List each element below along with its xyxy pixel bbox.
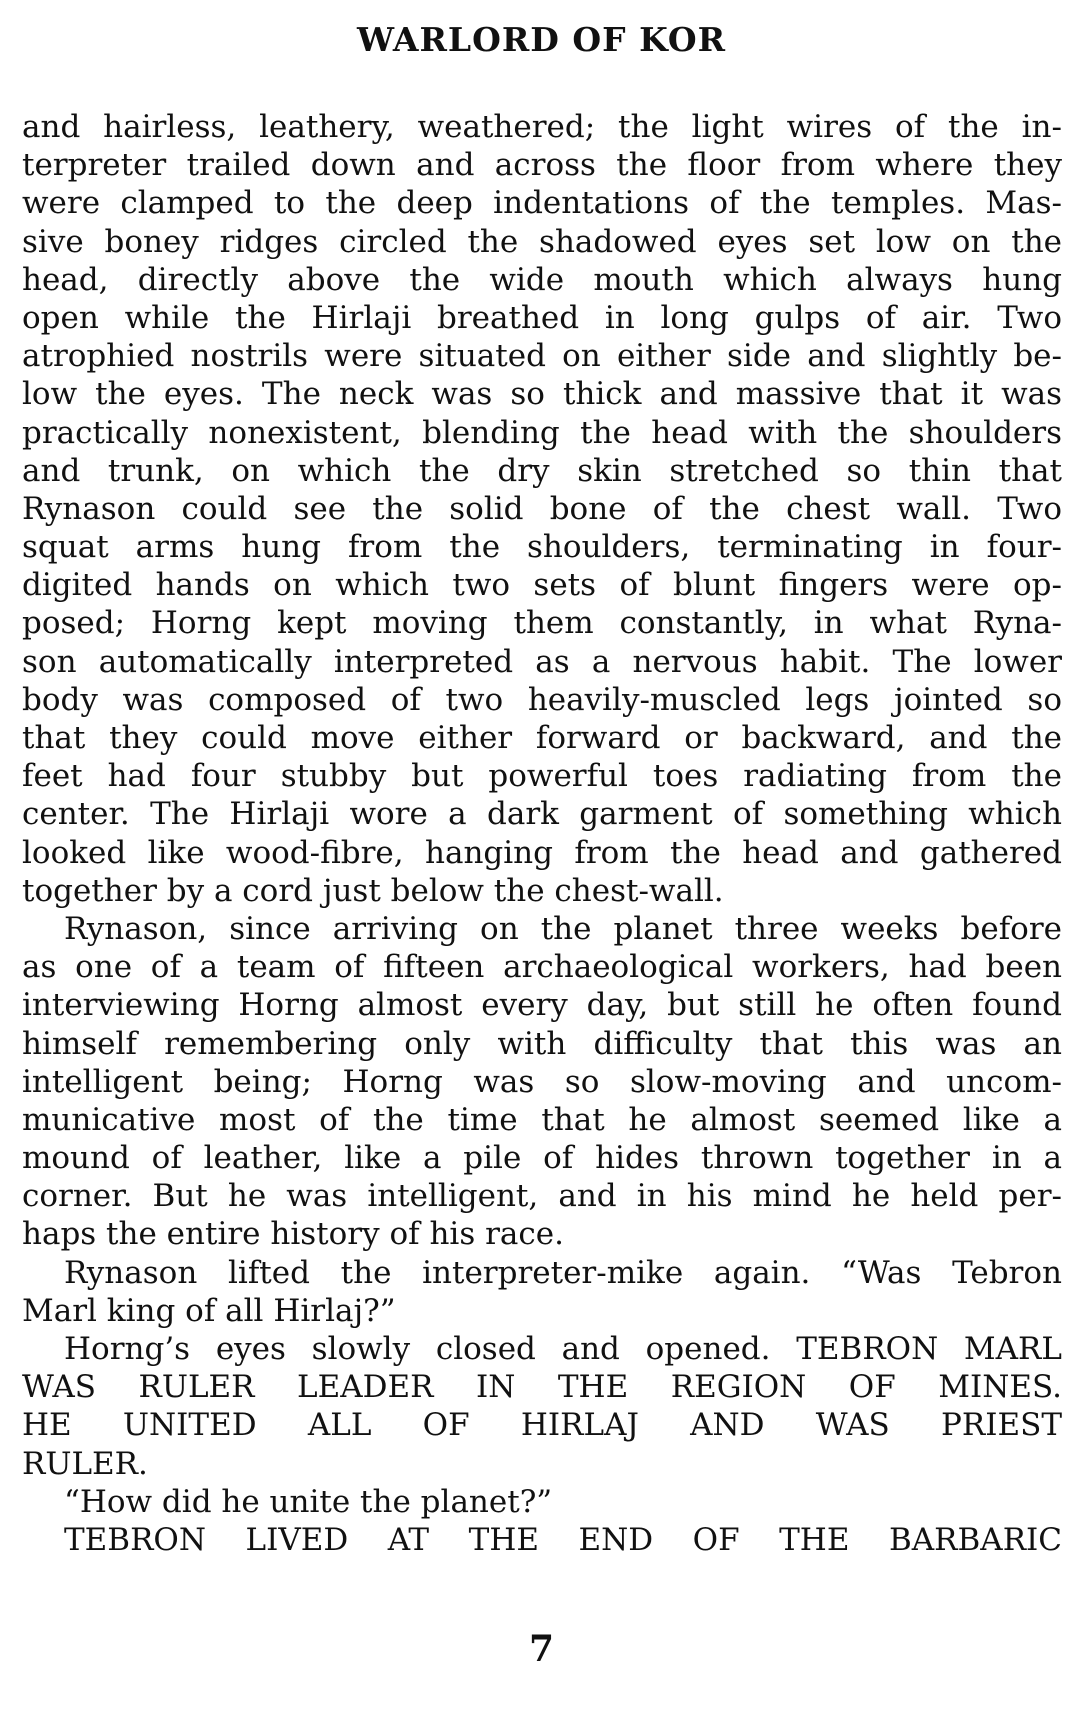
text-line: “How did he unite the planet?” — [64, 1483, 553, 1520]
text-line: Rynason, since arriving on the planet three weeks before — [64, 910, 1062, 947]
text-line: terpreter trailed down and across the floor from where they — [22, 147, 1062, 184]
text-line: municative most of the time that he almost seemed like a — [22, 1101, 1062, 1138]
body-text — [22, 108, 1062, 1559]
text-line: squat arms hung from the shoulders, terminating in four- — [22, 529, 1062, 566]
page-number: 7 — [528, 1628, 555, 1670]
text-line: HE UNITED ALL OF HIRLAJ AND WAS PRIEST — [22, 1407, 1062, 1444]
text-line: posed; Horng kept moving them constantly, in what Ryna- — [22, 605, 1062, 642]
text-line: himself remembering only with difficulty that this was an — [22, 1025, 1062, 1062]
running-header: WARLORD OF KOR — [356, 20, 727, 59]
text-line: Marl king of all Hirlaj?” — [22, 1292, 396, 1329]
text-line: together by a cord just below the chest-wall. — [22, 872, 724, 909]
text-line: head, directly above the wide mouth which always hung — [22, 261, 1062, 298]
text-line: center. The Hirlaji wore a dark garment of something which — [22, 796, 1062, 833]
text-line: low the eyes. The neck was so thick and massive that it was — [22, 376, 1062, 413]
text-line: corner. But he was intelligent, and in his mind he held per- — [22, 1178, 1062, 1215]
text-line: body was composed of two heavily-muscled legs jointed so — [22, 681, 1062, 718]
text-line: as one of a team of fifteen archaeological workers, had been — [22, 949, 1062, 986]
text-line: intelligent being; Horng was so slow-moving and uncom- — [22, 1063, 1062, 1100]
text-line: practically nonexistent, blending the head with the shoulders — [22, 414, 1062, 451]
text-line: atrophied nostrils were situated on either side and slightly be- — [22, 338, 1062, 375]
text-line: TEBRON LIVED AT THE END OF THE BARBARIC — [64, 1521, 1062, 1558]
text-line: Rynason lifted the interpreter-mike again. “Was Tebron — [64, 1254, 1062, 1291]
text-line: that they could move either forward or backward, and the — [22, 720, 1062, 756]
text-line: Horng’s eyes slowly closed and opened. TEBRON MARL — [64, 1331, 1062, 1367]
text-line: RULER. — [22, 1445, 148, 1482]
text-line: WAS RULER LEADER IN THE REGION OF MINES. — [22, 1369, 1062, 1406]
text-line: sive boney ridges circled the shadowed eyes set low on the — [22, 223, 1062, 260]
text-line: son automatically interpreted as a nervous habit. The lower — [22, 643, 1062, 680]
text-line: digited hands on which two sets of blunt fingers were op- — [22, 567, 1062, 604]
text-line: haps the entire history of his race. — [22, 1216, 564, 1253]
text-line: and trunk, on which the dry skin stretched so thin that — [22, 452, 1062, 489]
text-line: mound of leather, like a pile of hides thrown together in a — [22, 1140, 1062, 1177]
text-line: interviewing Horng almost every day, but still he often found — [22, 987, 1062, 1024]
text-line: open while the Hirlaji breathed in long gulps of air. Two — [22, 299, 1062, 336]
text-line: Rynason could see the solid bone of the chest wall. Two — [22, 490, 1062, 527]
text-line: looked like wood-fibre, hanging from the head and gathered — [22, 834, 1062, 871]
text-line: were clamped to the deep indentations of the temples. Mas- — [22, 185, 1062, 222]
text-line: and hairless, leathery, weathered; the light wires of the in- — [22, 109, 1062, 145]
text-line: feet had four stubby but powerful toes radiating from the — [22, 758, 1062, 795]
